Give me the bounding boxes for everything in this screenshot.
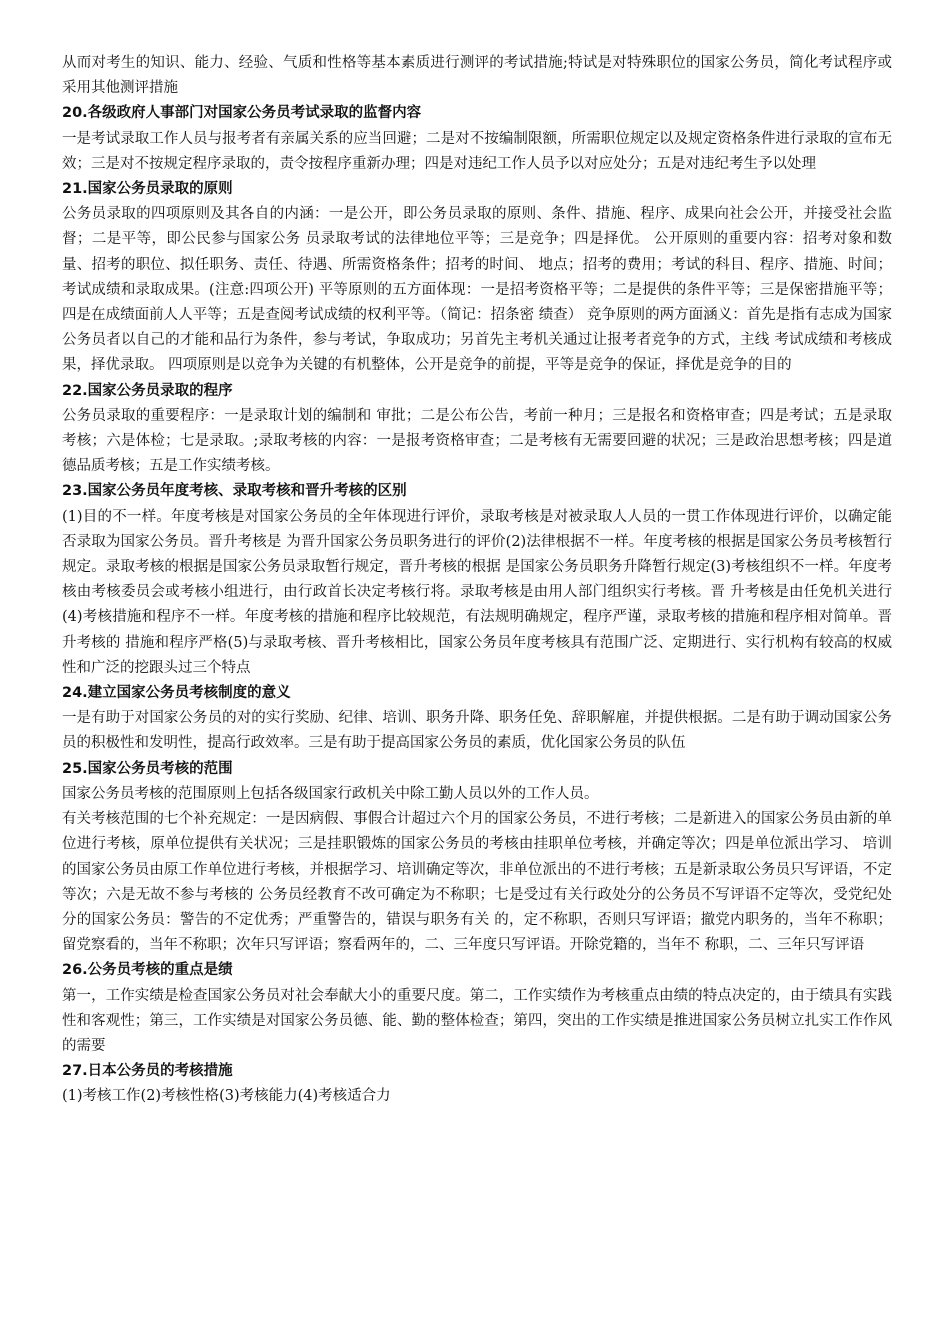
paragraph: (1)考核工作(2)考核性格(3)考核能力(4)考核适合力 — [62, 1088, 391, 1105]
paragraph: 从而对考生的知识、能力、经验、气质和性格等基本素质进行测评的考试措施;特试是对特殊职位的国家公务员，简化考试程序或采用其他测评措施 — [62, 55, 892, 97]
paragraph: 国家公务员考核的范围原则上包括各级国家行政机关中除工勤人员以外的工作人员。 — [62, 785, 599, 802]
paragraph: 一是考试录取工作人员与报考者有亲属关系的应当回避；二是对不按编制限额，所需职位规定以及规定资格条件进行录取的宣布无效；三是对不按规定程序录取的，责令按程序重新办理；四是对违纪工作人员予以对应处分；五是对违纪考生予以处理 — [62, 130, 892, 172]
paragraph: 第一，工作实绩是检查国家公务员对社会奉献大小的重要尺度。第二，工作实绩作为考核重点由绩的特点决定的，由于绩具有实践性和客观性；第三，工作实绩是对国家公务员德、能、勤的整体检查；第四，突出的工作实绩是推进国家公务员树立扎实工作作风的需要 — [62, 987, 892, 1054]
section-heading: 24.建立国家公务员考核制度的意义 — [62, 685, 291, 702]
section-heading: 23.国家公务员年度考核、录取考核和晋升考核的区别 — [62, 483, 407, 500]
section-heading: 26.公务员考核的重点是绩 — [62, 962, 233, 979]
paragraph: 有关考核范围的七个补充规定：一是因病假、事假合计超过六个月的国家公务员，不进行考核；二是新进入的国家公务员由新的单位进行考核，原单位提供有关状况；三是挂职锻炼的国家公务员的考核由挂职单位考核，并确定等次；四是单位派出学习、 培训的国家公务员由原工作单位进行考核，并根据学习、培训确定等次，非单位派出的不进行考核；五是新录取公务员只写评语，不定等次；六是无故不参与考核的 公务员经教育不改可确定为不称职；七是受过有关行政处分的公务员不写评语不定等次，受党纪处分的国家公务员：警告的不定优秀；严重警告的，错误与职务有关 的，定不称职，否则只写评语；撤党内职务的，当年不称职；留党察看的，当年不称职；次年只写评语；察看两年的，二、三年度只写评语。开除党籍的，当年不 称职，二、三年只写评语 — [62, 811, 892, 954]
section-heading: 25.国家公务员考核的范围 — [62, 760, 233, 777]
document-page — [62, 51, 892, 1110]
section-heading: 20.各级政府人事部门对国家公务员考试录取的监督内容 — [62, 105, 422, 122]
section-heading: 27.日本公务员的考核措施 — [62, 1063, 233, 1080]
paragraph: 公务员录取的四项原则及其各自的内涵：一是公开，即公务员录取的原则、条件、措施、程序、成果向社会公开，并接受社会监督；二是平等，即公民参与国家公务 员录取考试的法律地位平等；三是竞争；四是择优。 公开原则的重要内容：招考对象和数量、招考的职位、拟任职务、责任、待遇、所需资格条件；招考的时间、 地点；招考的费用；考试的科目、程序、措施、时间；考试成绩和录取成果。(注意:四项公开) 平等原则的五方面体现：一是招考资格平等；二是提供的条件平等；三是保密措施平等；四是在成绩面前人人平等；五是查阅考试成绩的权利平等。（简记：招条密 绩查） 竞争原则的两方面涵义：首先是指有志成为国家公务员者以自己的才能和品行为条件，参与考试，争取成功；另首先主考机关通过让报考者竞争的方式，主线 考试成绩和考核成果，择优录取。 四项原则是以竞争为关键的有机整体，公开是竞争的前提，平等是竞争的保证，择优是竞争的目的 — [62, 206, 892, 374]
paragraph: (1)目的不一样。年度考核是对国家公务员的全年体现进行评价，录取考核是对被录取人人员的一贯工作体现进行评价，以确定能否录取为国家公务员。晋升考核是 为晋升国家公务员职务进行的评价(2)法律根据不一样。年度考核的根据是国家公务员考核暂行规定。录取考核的根据是国家公务员录取暂行规定，晋升考核的根据 是国家公务员职务升降暂行规定(3)考核组织不一样。年度考核由考核委员会或考核小组进行，由行政首长决定考核行将。录取考核是由用人部门组织实行考核。晋 升考核是由任免机关进行(4)考核措施和程序不一样。年度考核的措施和程序比较规范，有法规明确规定，程序严谨，录取考核的措施和程序相对简单。晋升考核的 措施和程序严格(5)与录取考核、晋升考核相比，国家公务员年度考核具有范围广泛、定期进行、实行机构有较高的权威性和广泛的挖跟头过三个特点 — [62, 508, 892, 676]
paragraph: 一是有助于对国家公务员的对的实行奖励、纪律、培训、职务升降、职务任免、辞职解雇，并提供根据。二是有助于调动国家公务员的积极性和发明性，提高行政效率。三是有助于提高国家公务员的素质，优化国家公务员的队伍 — [62, 710, 892, 752]
paragraph: 公务员录取的重要程序：一是录取计划的编制和 审批；二是公布公告，考前一种月；三是报名和资格审查；四是考试；五是录取考核；六是体检；七是录取。;录取考核的内容：一是报考资格审查；二是考核有无需要回避的状况；三是政治思想考核；四是道德品质考核；五是工作实绩考核。 — [62, 407, 892, 475]
section-heading: 21.国家公务员录取的原则 — [62, 181, 233, 198]
section-heading: 22.国家公务员录取的程序 — [62, 382, 233, 399]
